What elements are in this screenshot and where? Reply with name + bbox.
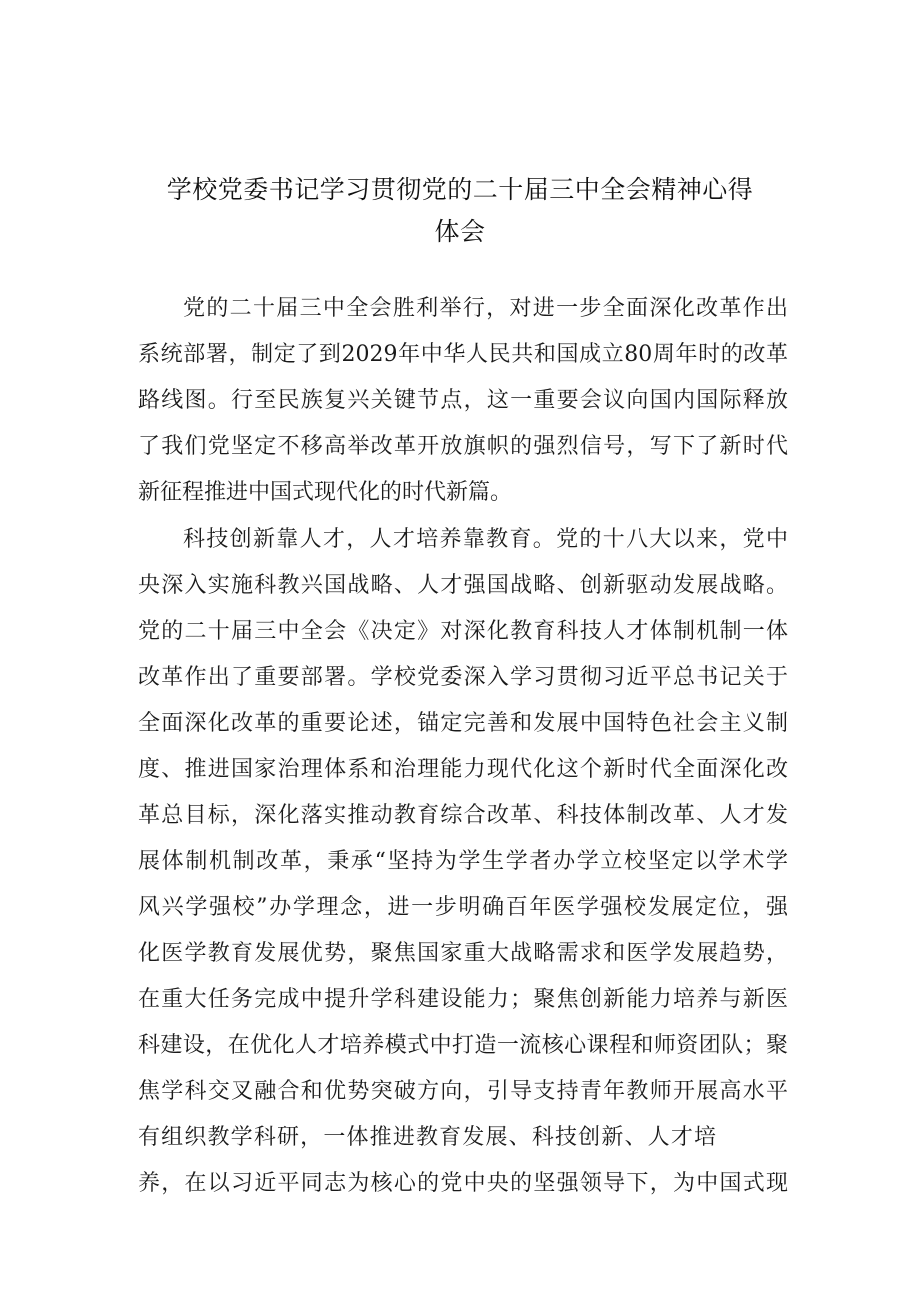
paragraph-line: 科建设，在优化人才培养模式中打造一流核心课程和师资团队；聚: [138, 1033, 788, 1058]
paragraph-line: 新征程推进中国式现代化的时代新篇。: [138, 480, 513, 505]
paragraph-line: 焦学科交叉融合和优势突破方向，引导支持青年教师开展高水平: [138, 1079, 788, 1104]
paragraph-line: 风兴学强校”办学理念，进一步明确百年医学强校发展定位，强: [138, 895, 788, 920]
paragraph-line: 路线图。行至民族复兴关键节点，这一重要会议向国内国际释放: [138, 388, 788, 413]
paragraph-line: 了我们党坚定不移高举改革开放旗帜的强烈信号，写下了新时代: [138, 434, 788, 459]
paragraph-line: 党的二十届三中全会《决定》对深化教育科技人才体制机制一体: [138, 619, 788, 644]
paragraph-line: 有组织教学科研，一体推进教育发展、科技创新、人才培: [138, 1125, 716, 1150]
paragraph-line: 科技创新靠人才，人才培养靠教育。党的十八大以来，党中: [183, 527, 788, 552]
paragraph-line: 度、推进国家治理体系和治理能力现代化这个新时代全面深化改: [138, 757, 788, 782]
document-title-line-1: 学校党委书记学习贯彻党的二十届三中全会精神心得: [166, 175, 754, 204]
paragraph-line: 全面深化改革的重要论述，锚定完善和发展中国特色社会主义制: [138, 711, 788, 736]
paragraph-line: 化医学教育发展优势，聚焦国家重大战略需求和医学发展趋势，: [138, 941, 788, 966]
paragraph-line: 改革作出了重要部署。学校党委深入学习贯彻习近平总书记关于: [138, 665, 788, 690]
paragraph-line: 党的二十届三中全会胜利举行，对进一步全面深化改革作出: [183, 296, 788, 321]
document-title-line-2: 体会: [434, 217, 486, 246]
paragraph-line: 养，在以习近平同志为核心的党中央的坚强领导下，为中国式现: [138, 1171, 788, 1196]
paragraph-line: 央深入实施科教兴国战略、人才强国战略、创新驱动发展战略。: [138, 573, 788, 598]
paragraph-line: 系统部署，制定了到2029年中华人民共和国成立80周年时的改革: [138, 342, 788, 367]
paragraph-line: 在重大任务完成中提升学科建设能力；聚焦创新能力培养与新医: [138, 987, 788, 1012]
paragraph-line: 展体制机制改革，秉承“坚持为学生学者办学立校坚定以学术学: [138, 849, 788, 874]
paragraph-line: 革总目标，深化落实推动教育综合改革、科技体制改革、人才发: [138, 803, 788, 828]
